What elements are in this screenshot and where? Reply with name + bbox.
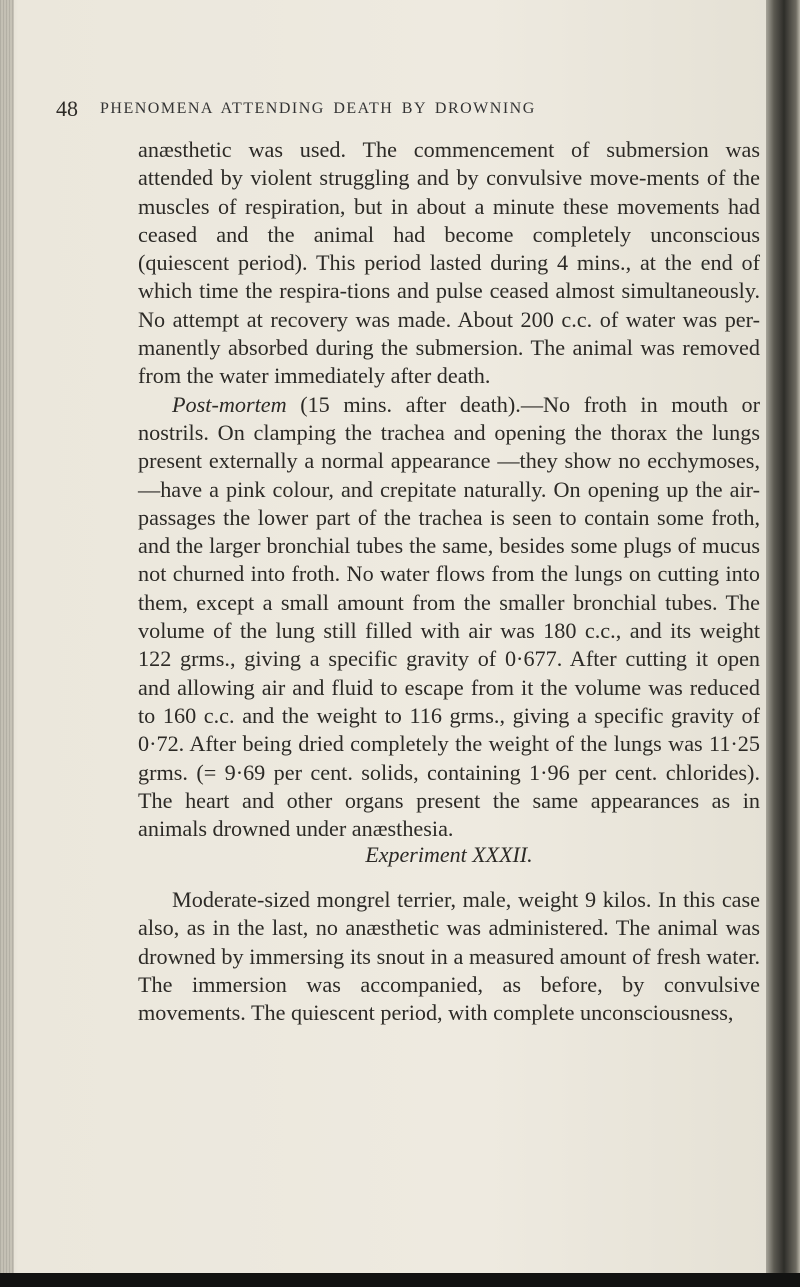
- book-spine-edge: [766, 0, 800, 1287]
- experiment-paragraph: Moderate-sized mongrel terrier, male, weight 9 kilos. In this case also, as in the last, no anæsthetic was administered. The animal was drowned by immersing its snout in a measured amount of fresh water. The immersion was accompanied, as before, by convulsive movements. The quiescent period, with complete unconsciousness,: [138, 887, 760, 1026]
- page-number: 48: [56, 96, 78, 121]
- page-gutter-edge: [0, 0, 14, 1287]
- post-mortem-lead: Post-mortem: [172, 391, 287, 417]
- experiment-text: [138, 886, 760, 1027]
- paragraph-continuation: anæsthetic was used. The commencement of submersion was attended by violent struggling and by convulsive move-ments of the muscles of respiration, but in about a minute these movements had ceased and the animal had become completely unconscious (quiescent period). This period lasted during 4 mins., at the end of which time the respira-tions and pulse ceased almost simultaneously. No attempt at recovery was made. About 200 c.c. of water was per-manently absorbed during the submersion. The animal was removed from the water immediately after death.: [138, 137, 760, 389]
- post-mortem-text: (15 mins. after death).—No froth in mouth or nostrils. On clamping the trachea and opening the thorax the lungs present externally a normal appearance —they show no ecchymoses,—have a pink colour, and crepitate naturally. On opening up the air-passages the lower part of the trachea is seen to contain some froth, and the larger bronchial tubes the same, besides some plugs of mucus not churned into froth. No water flows from the lungs on cutting into them, except a small amount from the smaller bronchial tubes. The volume of the lung still filled with air was 180 c.c., and its weight 122 grms., giving a specific gravity of 0·677. After cutting it open and allowing air and fluid to escape from it the volume was reduced to 160 c.c. and the weight to 116 grms., giving a specific gravity of 0·72. After being dried completely the weight of the lungs was 11·25 grms. (= 9·69 per cent. solids, containing 1·96 per cent. chlorides). The heart and other organs present the same appearances as in animals drowned under anæsthesia.: [138, 391, 760, 842]
- running-title: PHENOMENA ATTENDING DEATH BY DROWNING: [100, 100, 536, 117]
- paragraph-post-mortem: [138, 391, 760, 844]
- experiment-heading: Experiment XXXII.: [365, 842, 533, 867]
- main-text: [138, 136, 760, 843]
- bottom-scan-border: [0, 1273, 800, 1287]
